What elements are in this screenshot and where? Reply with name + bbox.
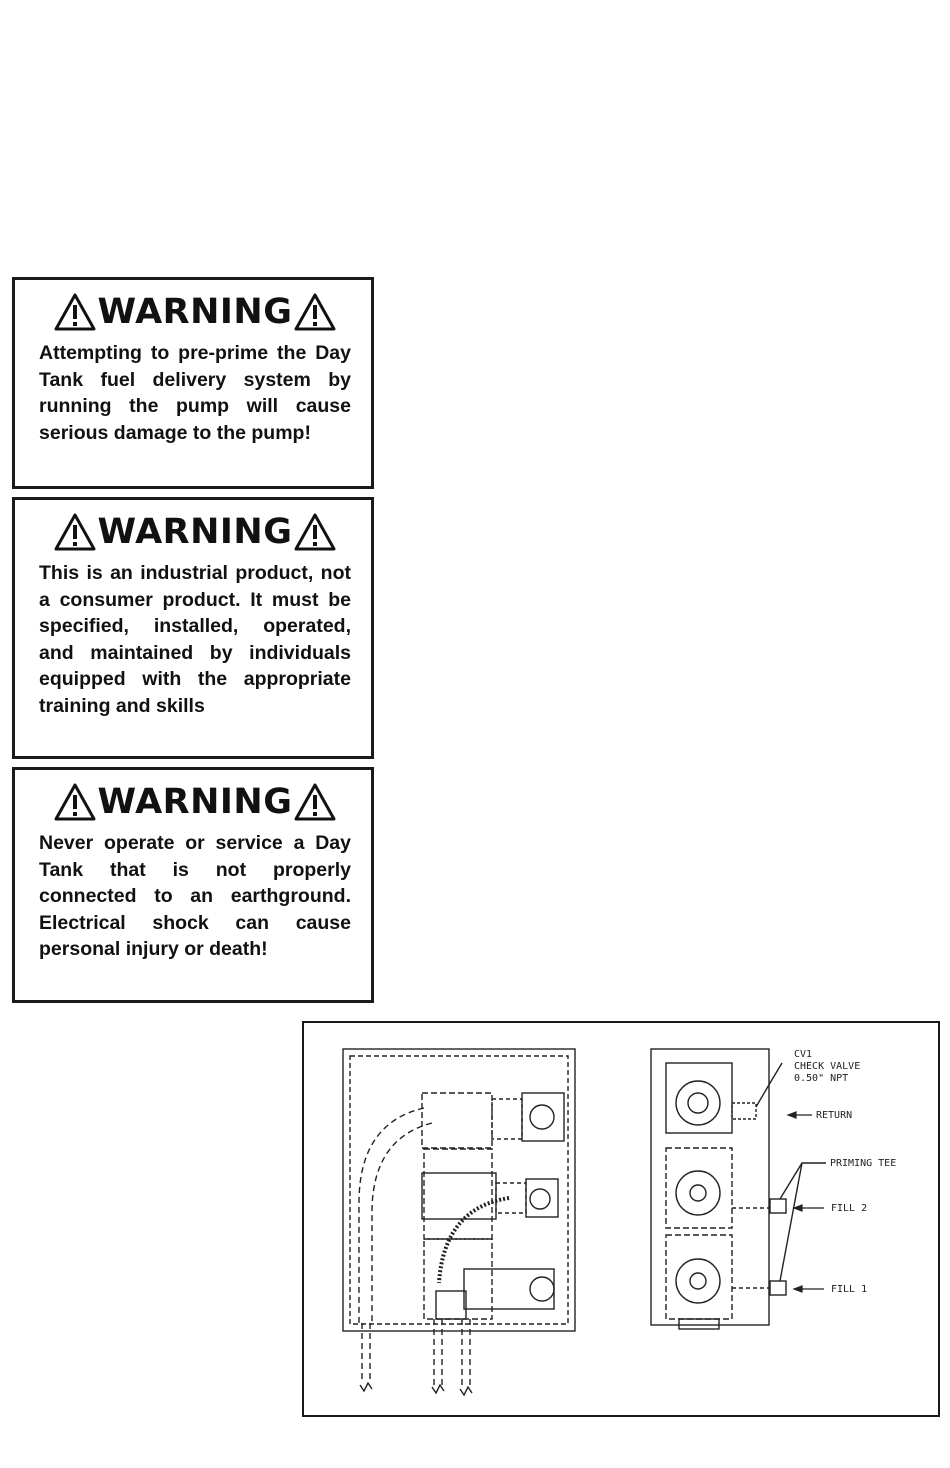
- warning-triangle-icon: [54, 783, 96, 821]
- warning-title: WARNING: [97, 292, 293, 332]
- top-pump-housing: [422, 1093, 492, 1148]
- warning-triangle-icon: [294, 783, 336, 821]
- priming-tee-fill2: [770, 1199, 786, 1213]
- npt-label: 0.50" NPT: [794, 1073, 849, 1084]
- warning-title: WARNING: [97, 782, 293, 822]
- warning-triangle-icon: [294, 513, 336, 551]
- warning-header: [39, 292, 351, 332]
- priming-tee-label: PRIMING TEE: [830, 1158, 897, 1169]
- fill1-label: FILL 1: [831, 1284, 868, 1295]
- hose-path: [359, 1108, 424, 1323]
- warning-box-industrial-product: [12, 497, 374, 759]
- warning-box-earthground: [12, 767, 374, 1003]
- fill2-label: FILL 2: [831, 1203, 868, 1214]
- diagram-drawing: [304, 1023, 938, 1415]
- warning-header: [39, 512, 351, 552]
- middle-pump-housing: [424, 1149, 492, 1239]
- left-panel-outline: [343, 1049, 575, 1331]
- lower-pump-housing: [424, 1239, 492, 1319]
- priming-tee-fill1: [770, 1281, 786, 1295]
- warning-text: Attempting to pre-prime the Day Tank fuel delivery system by running the pump will cause serious damage to the pump!: [39, 342, 351, 444]
- warning-text: Never operate or service a Day Tank that is not properly connected to an earthground. Electrical shock can cause personal injury or death!: [39, 832, 351, 960]
- pump-assembly-diagram: [302, 1021, 940, 1417]
- cv1-label: CV1: [794, 1049, 813, 1060]
- warning-header: [39, 782, 351, 822]
- right-panel-outline: [651, 1049, 769, 1325]
- check-valve-label: CHECK VALVE: [794, 1061, 861, 1072]
- warning-box-pre-prime: [12, 277, 374, 489]
- priming-tee-leader: [780, 1163, 826, 1199]
- warning-triangle-icon: [54, 513, 96, 551]
- warning-triangle-icon: [294, 293, 336, 331]
- warning-text: This is an industrial product, not a consumer product. It must be specified, installed, operated, and maintained by individuals equipped with the appropriate training and skills: [39, 562, 351, 717]
- warning-title: WARNING: [97, 512, 293, 552]
- return-label: RETURN: [816, 1110, 853, 1121]
- warning-triangle-icon: [54, 293, 96, 331]
